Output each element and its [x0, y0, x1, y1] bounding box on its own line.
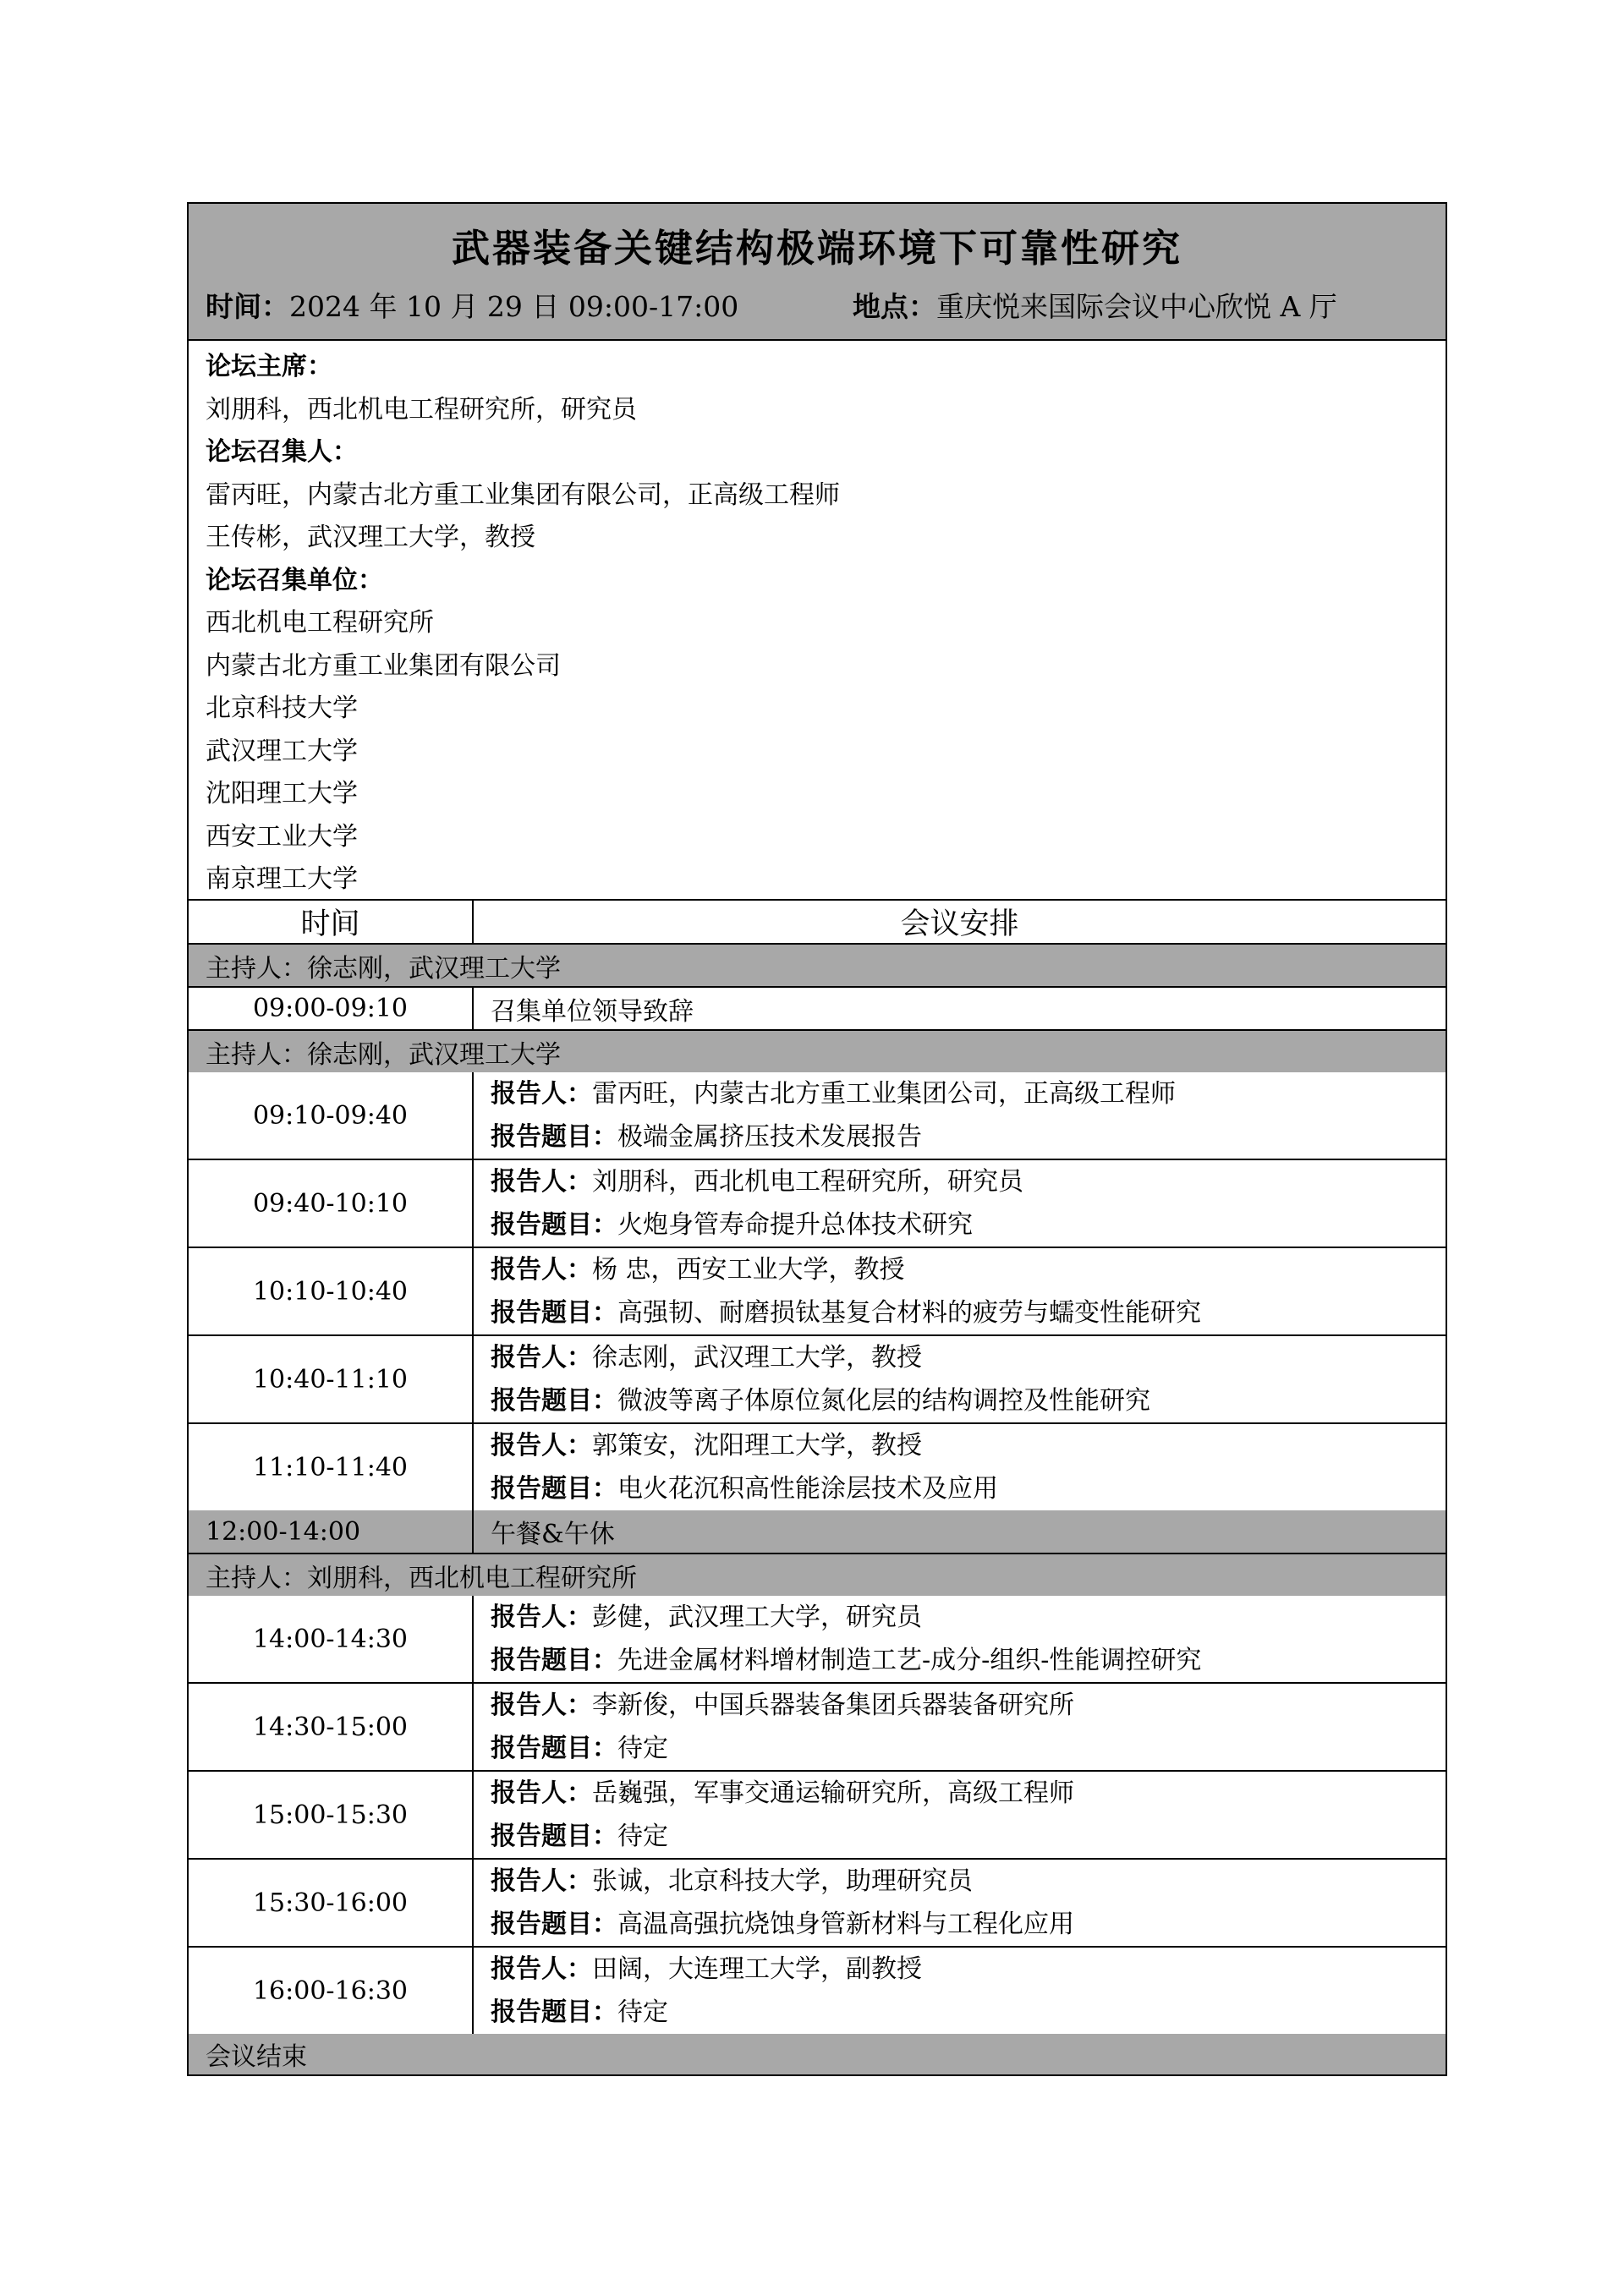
- speaker-label: 报告人：: [491, 1079, 592, 1109]
- column-header-agenda: 会议安排: [473, 901, 1446, 944]
- talk-topic-line: [491, 1203, 1446, 1247]
- schedule-row: [189, 987, 1446, 1030]
- table-header-row: [189, 901, 1446, 944]
- talk-details: [473, 1335, 1446, 1423]
- host-row: [189, 1030, 1446, 1072]
- talk-row: [189, 1335, 1446, 1423]
- talk-topic-line: [491, 1639, 1446, 1682]
- talk-topic-line: [491, 1815, 1446, 1858]
- talk-topic-line: [491, 1991, 1446, 2034]
- talk-speaker-line: [491, 1860, 1446, 1903]
- speaker-name: 彭健，武汉理工大学，研究员: [592, 1603, 922, 1632]
- speaker-label: 报告人：: [491, 1343, 592, 1373]
- topic-title: 火炮身管寿命提升总体技术研究: [617, 1210, 973, 1240]
- topic-label: 报告题目：: [491, 1474, 617, 1504]
- host-text: 主持人：徐志刚，武汉理工大学: [189, 1030, 1446, 1072]
- talk-row: [189, 1159, 1446, 1247]
- talk-speaker-line: [491, 1072, 1446, 1115]
- talk-time: 14:00-14:30: [189, 1596, 473, 1683]
- speaker-name: 张诚，北京科技大学，助理研究员: [592, 1866, 973, 1896]
- speaker-label: 报告人：: [491, 1690, 592, 1720]
- topic-label: 报告题目：: [491, 1298, 617, 1328]
- place: [853, 285, 1337, 325]
- topic-title: 先进金属材料增材制造工艺-成分-组织-性能调控研究: [617, 1646, 1202, 1675]
- talk-speaker-line: [491, 1772, 1446, 1815]
- topic-title: 待定: [617, 1997, 668, 2027]
- place-value: 重庆悦来国际会议中心欣悦 A 厅: [936, 290, 1337, 323]
- topic-label: 报告题目：: [491, 1822, 617, 1851]
- unit-item: 武汉理工大学: [206, 736, 358, 766]
- talk-time: 09:40-10:10: [189, 1159, 473, 1247]
- talk-row: [189, 1947, 1446, 2034]
- topic-label: 报告题目：: [491, 1386, 617, 1416]
- host-text: 主持人：刘朋科，西北机电工程研究所: [189, 1553, 1446, 1596]
- forum-header: [189, 204, 1446, 341]
- talk-speaker-line: [491, 1160, 1446, 1203]
- host-row: [189, 1553, 1446, 1596]
- speaker-name: 田阔，大连理工大学，副教授: [592, 1954, 922, 1984]
- topic-label: 报告题目：: [491, 1734, 617, 1763]
- talk-details: [473, 1247, 1446, 1335]
- topic-title: 高强韧、耐磨损钛基复合材料的疲劳与蠕变性能研究: [617, 1298, 1201, 1328]
- forum-title: 武器装备关键结构极端环境下可靠性研究: [451, 226, 1182, 271]
- agenda-document: [187, 202, 1447, 2076]
- topic-title: 微波等离子体原位氮化层的结构调控及性能研究: [617, 1386, 1150, 1416]
- place-label: 地点：: [853, 290, 936, 323]
- convener-item: 王传彬，武汉理工大学，教授: [206, 523, 535, 552]
- talk-time: 15:00-15:30: [189, 1771, 473, 1859]
- talk-row: [189, 1859, 1446, 1947]
- talk-time: 11:10-11:40: [189, 1423, 473, 1510]
- unit-item: 内蒙古北方重工业集团有限公司: [206, 650, 561, 681]
- host-text: 主持人：徐志刚，武汉理工大学: [189, 944, 1446, 987]
- chair-label: 论坛主席：: [206, 352, 332, 381]
- speaker-label: 报告人：: [491, 1778, 592, 1808]
- topic-title: 待定: [617, 1822, 668, 1851]
- lunch-row: [189, 1510, 1446, 1553]
- talk-row: [189, 1247, 1446, 1335]
- time-label: 时间：: [206, 290, 289, 323]
- host-row: [189, 944, 1446, 987]
- lunch-time: 12:00-14:00: [189, 1510, 473, 1553]
- topic-label: 报告题目：: [491, 1210, 617, 1240]
- talk-details: [473, 1159, 1446, 1247]
- chair-item: 刘朋科，西北机电工程研究所，研究员: [206, 394, 637, 425]
- talk-topic-line: [491, 1467, 1446, 1510]
- talk-time: 14:30-15:00: [189, 1683, 473, 1771]
- talk-speaker-line: [491, 1948, 1446, 1991]
- talk-speaker-line: [491, 1248, 1446, 1291]
- schedule-table: [189, 901, 1446, 2074]
- unit-item: 南京理工大学: [206, 864, 358, 894]
- speaker-name: 徐志刚，武汉理工大学，教授: [592, 1343, 922, 1373]
- talk-time: 09:10-09:40: [189, 1072, 473, 1159]
- talk-speaker-line: [491, 1684, 1446, 1727]
- speaker-label: 报告人：: [491, 1603, 592, 1632]
- talk-details: [473, 1423, 1446, 1510]
- closing-text: 会议结束: [189, 2034, 1446, 2074]
- talk-time: 10:40-11:10: [189, 1335, 473, 1423]
- time-value: 2024 年 10 月 29 日 09:00-17:00: [289, 290, 739, 323]
- column-header-time: 时间: [189, 901, 473, 944]
- speaker-name: 刘朋科，西北机电工程研究所，研究员: [592, 1167, 1023, 1197]
- talk-time: 10:10-10:40: [189, 1247, 473, 1335]
- talk-details: [473, 1859, 1446, 1947]
- slot-activity: 召集单位领导致辞: [473, 987, 1446, 1030]
- talk-details: [473, 1947, 1446, 2034]
- organization-section: [189, 341, 1446, 901]
- topic-label: 报告题目：: [491, 1997, 617, 2027]
- speaker-name: 岳巍强，军事交通运输研究所，高级工程师: [592, 1778, 1074, 1808]
- speaker-name: 杨 忠，西安工业大学，教授: [592, 1255, 905, 1285]
- convener-label: 论坛召集人：: [206, 437, 358, 467]
- talk-speaker-line: [491, 1336, 1446, 1379]
- topic-title: 极端金属挤压技术发展报告: [617, 1122, 922, 1152]
- speaker-label: 报告人：: [491, 1954, 592, 1984]
- unit-item: 北京科技大学: [206, 693, 358, 723]
- talk-row: [189, 1072, 1446, 1159]
- speaker-label: 报告人：: [491, 1866, 592, 1896]
- talk-row: [189, 1683, 1446, 1771]
- talk-speaker-line: [491, 1424, 1446, 1467]
- forum-meta: [206, 285, 1429, 325]
- topic-title: 高温高强抗烧蚀身管新材料与工程化应用: [617, 1910, 1074, 1939]
- unit-item: 沈阳理工大学: [206, 779, 358, 808]
- talk-topic-line: [491, 1291, 1446, 1334]
- speaker-label: 报告人：: [491, 1431, 592, 1460]
- topic-title: 待定: [617, 1734, 668, 1763]
- talk-topic-line: [491, 1379, 1446, 1422]
- convener-item: 雷丙旺，内蒙古北方重工业集团有限公司，正高级工程师: [206, 479, 840, 510]
- talk-details: [473, 1683, 1446, 1771]
- slot-time: 09:00-09:10: [189, 987, 473, 1030]
- topic-label: 报告题目：: [491, 1910, 617, 1939]
- speaker-name: 李新俊，中国兵器装备集团兵器装备研究所: [592, 1690, 1074, 1720]
- talk-topic-line: [491, 1115, 1446, 1159]
- topic-label: 报告题目：: [491, 1122, 617, 1152]
- speaker-name: 郭策安，沈阳理工大学，教授: [592, 1431, 922, 1460]
- lunch-text: 午餐&午休: [473, 1510, 1446, 1553]
- talk-row: [189, 1771, 1446, 1859]
- talk-time: 16:00-16:30: [189, 1947, 473, 2034]
- talk-speaker-line: [491, 1596, 1446, 1639]
- talk-details: [473, 1596, 1446, 1683]
- talk-row: [189, 1423, 1446, 1510]
- speaker-label: 报告人：: [491, 1167, 592, 1197]
- unit-item: 西北机电工程研究所: [206, 608, 434, 638]
- talk-details: [473, 1072, 1446, 1159]
- speaker-label: 报告人：: [491, 1255, 592, 1285]
- talk-topic-line: [491, 1727, 1446, 1770]
- units-label: 论坛召集单位：: [206, 565, 383, 595]
- talk-details: [473, 1771, 1446, 1859]
- talk-topic-line: [491, 1903, 1446, 1946]
- talk-time: 15:30-16:00: [189, 1859, 473, 1947]
- topic-label: 报告题目：: [491, 1646, 617, 1675]
- unit-item: 西安工业大学: [206, 821, 358, 852]
- closing-row: [189, 2034, 1446, 2074]
- talk-row: [189, 1596, 1446, 1683]
- topic-title: 电火花沉积高性能涂层技术及应用: [617, 1474, 998, 1504]
- speaker-name: 雷丙旺，内蒙古北方重工业集团公司，正高级工程师: [592, 1079, 1176, 1109]
